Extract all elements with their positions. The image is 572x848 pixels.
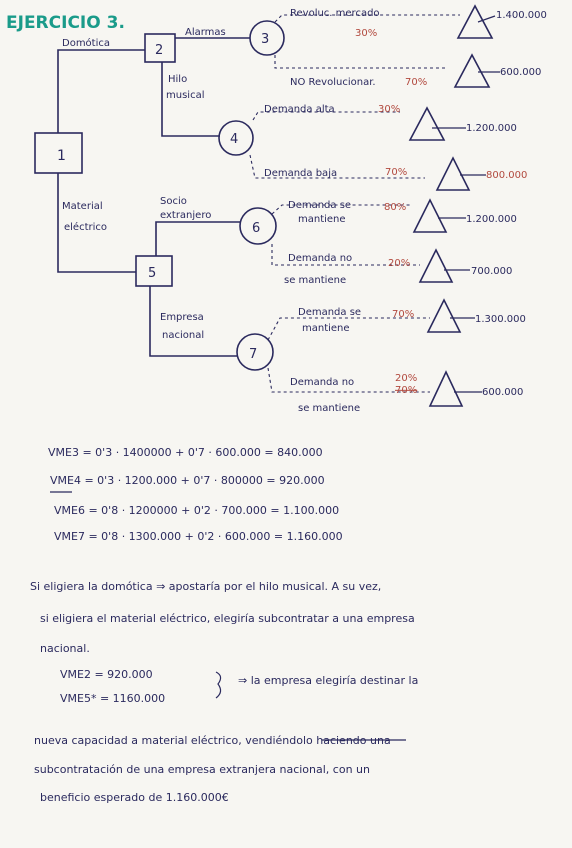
node-6-label: 6 bbox=[252, 221, 261, 236]
final-line-1: nueva capacidad a material eléctrico, vendiéndolo haciendo una bbox=[34, 734, 391, 747]
branch-material-label-2: eléctrico bbox=[64, 222, 108, 233]
outcome-4a-label: Demanda alta bbox=[264, 104, 335, 115]
outcome-3a-value: 1.400.000 bbox=[496, 10, 547, 21]
outcome-6a-label-2: mantiene bbox=[298, 214, 346, 225]
triangle-icon bbox=[430, 372, 462, 406]
terminal-3b bbox=[455, 55, 541, 87]
outcome-3a-label: Revoluc. mercado bbox=[290, 8, 380, 19]
outcome-6b-label-2: se mantiene bbox=[284, 275, 347, 286]
final-line-2: subcontratación de una empresa extranjera nacional, con un bbox=[34, 763, 370, 776]
exercise-title: EJERCICIO 3. bbox=[6, 13, 125, 33]
outcome-6b-value: 700.000 bbox=[471, 266, 513, 277]
outcome-3b-prob: 70% bbox=[405, 77, 428, 88]
outcome-7a-label: Demanda se bbox=[298, 307, 362, 318]
terminal-7a bbox=[428, 300, 526, 332]
outcome-6b-prob: 20% bbox=[388, 258, 411, 269]
outcome-7a-label-2: mantiene bbox=[302, 323, 350, 334]
outcome-7a-value: 1.300.000 bbox=[475, 314, 526, 325]
outcome-7b-prob-crossed: 70% bbox=[395, 385, 418, 396]
outcome-4b-prob: 70% bbox=[385, 167, 408, 178]
branch-nacional-label-2: nacional bbox=[162, 330, 205, 341]
conclusion-line-2: si eligiera el material eléctrico, elegiría subcontratar a una empresa bbox=[40, 612, 415, 625]
triangle-icon bbox=[437, 158, 469, 190]
brace bbox=[216, 672, 221, 698]
outcome-7b-value: 600.000 bbox=[482, 387, 524, 398]
branch-socio-label-2: extranjero bbox=[160, 210, 212, 221]
terminal-4a bbox=[410, 108, 517, 140]
branch-hilo-label-2: musical bbox=[166, 90, 205, 101]
triangle-icon bbox=[428, 300, 460, 332]
terminal-4b bbox=[437, 158, 527, 190]
equation-vme3: VME3 = 0'3 · 1400000 + 0'7 · 600.000 = 840.000 bbox=[48, 446, 323, 459]
outcome-6a-prob: 80% bbox=[384, 202, 407, 213]
node-1-label: 1 bbox=[57, 148, 66, 164]
branch-hilo-label: Hilo bbox=[168, 74, 188, 85]
outcome-7a-prob: 70% bbox=[392, 309, 415, 320]
conclusion-vme2: VME2 = 920.000 bbox=[60, 668, 153, 681]
equation-vme4: VME4 = 0'3 · 1200.000 + 0'7 · 800000 = 920.000 bbox=[50, 474, 325, 487]
terminal-6a bbox=[414, 200, 517, 232]
terminal-6b bbox=[420, 250, 512, 282]
outcome-4a-value: 1.200.000 bbox=[466, 123, 517, 134]
triangle-icon bbox=[455, 55, 489, 87]
branch-1-to-2 bbox=[58, 50, 145, 133]
terminal-3a bbox=[458, 6, 547, 38]
triangle-icon bbox=[410, 108, 444, 140]
equation-vme6: VME6 = 0'8 · 1200000 + 0'2 · 700.000 = 1.100.000 bbox=[54, 504, 340, 517]
conclusion-result: ⇒ la empresa elegiría destinar la bbox=[238, 674, 419, 687]
outcome-3b-label: NO Revolucionar. bbox=[290, 77, 376, 88]
equation-vme7: VME7 = 0'8 · 1300.000 + 0'2 · 600.000 = 1.160.000 bbox=[54, 530, 343, 543]
node-4-label: 4 bbox=[230, 132, 239, 147]
node-5-label: 5 bbox=[148, 266, 157, 281]
outcome-7b-label: Demanda no bbox=[290, 377, 355, 388]
triangle-icon bbox=[458, 6, 492, 38]
branch-material-label: Material bbox=[62, 201, 103, 212]
outcome-6a-label: Demanda se bbox=[288, 200, 352, 211]
triangle-icon bbox=[414, 200, 446, 232]
outcome-4a-prob: 30% bbox=[378, 104, 401, 115]
final-line-3: beneficio esperado de 1.160.000€ bbox=[40, 791, 229, 804]
terminal-7b bbox=[430, 372, 523, 406]
branch-5-to-6 bbox=[156, 222, 240, 256]
conclusion-vme5: VME5* = 1160.000 bbox=[60, 692, 166, 705]
outcome-7b-prob: 20% bbox=[395, 373, 418, 384]
conclusion-line-1: Si eligiera la domótica ⇒ apostaría por el hilo musical. A su vez, bbox=[30, 580, 382, 593]
outcome-3a-prob: 30% bbox=[355, 28, 378, 39]
node-7-label: 7 bbox=[249, 347, 258, 362]
branch-socio-label: Socio bbox=[160, 196, 187, 207]
outcome-7b-label-2: se mantiene bbox=[298, 403, 361, 414]
branch-alarmas-label: Alarmas bbox=[185, 27, 226, 38]
outcome-4b-value: 800.000 bbox=[486, 170, 528, 181]
outcome-6b-label: Demanda no bbox=[288, 253, 353, 264]
node-2-label: 2 bbox=[155, 43, 164, 58]
triangle-icon bbox=[420, 250, 452, 282]
outcome-line-3b bbox=[275, 55, 445, 68]
outcome-3b-value: 600.000 bbox=[500, 67, 542, 78]
branch-domotica-label: Domótica bbox=[62, 38, 111, 49]
branch-nacional-label: Empresa bbox=[160, 312, 204, 323]
node-3-label: 3 bbox=[261, 32, 270, 47]
outcome-6a-value: 1.200.000 bbox=[466, 214, 517, 225]
conclusion-line-3: nacional. bbox=[40, 642, 90, 655]
outcome-4b-label: Demanda baja bbox=[264, 168, 338, 179]
